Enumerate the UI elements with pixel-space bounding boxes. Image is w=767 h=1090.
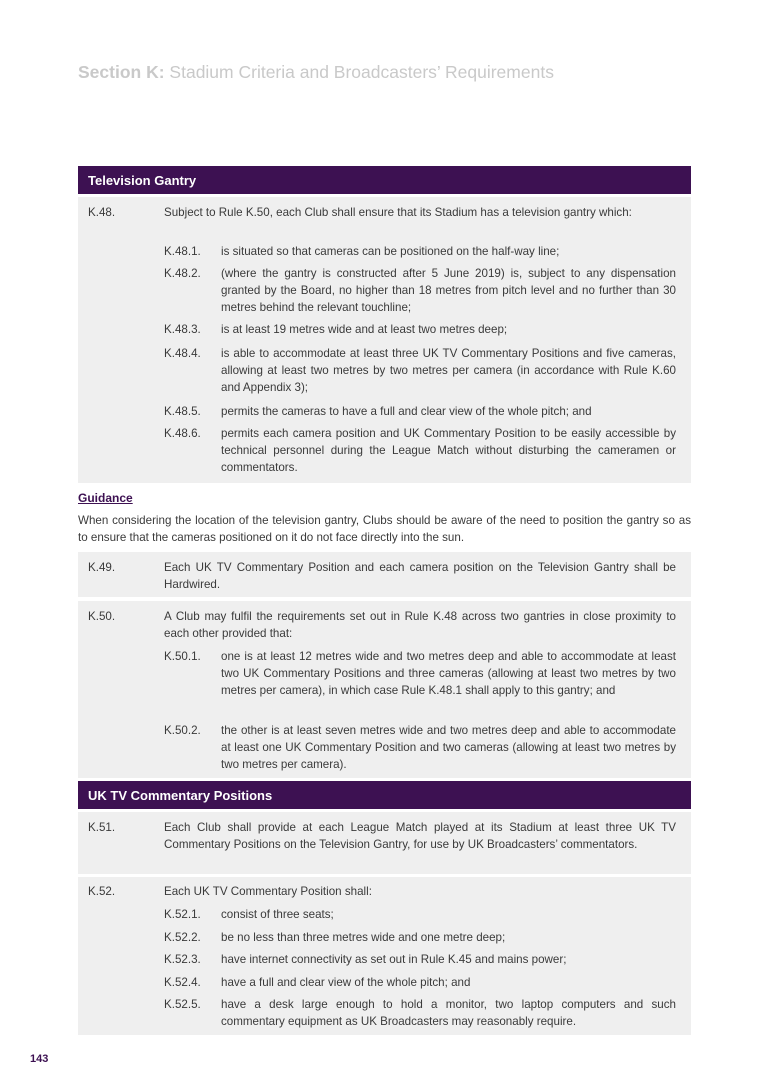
sub-rule-text: permits the cameras to have a full and clear view of the whole pitch; and	[221, 405, 592, 418]
rule-text: Each UK TV Commentary Position and each camera position on the Television Gantry shall be Hardwired.	[164, 561, 676, 591]
rule-id: K.48.	[88, 206, 116, 219]
section-title: Stadium Criteria and Broadcasters’ Requirements	[169, 62, 554, 82]
sub-rule-id: K.48.4.	[164, 347, 201, 360]
sub-rule-id: K.52.2.	[164, 931, 201, 944]
rule-k48	[78, 197, 691, 483]
sub-rule-text: the other is at least seven metres wide and two metres deep and able to accommodate at least one UK Commentary Position and two cameras (allowing at least two metres by two metres per camera).	[221, 724, 676, 771]
sub-rule-id: K.52.3.	[164, 953, 201, 966]
sub-rule-id: K.48.3.	[164, 323, 201, 336]
rule-text: Subject to Rule K.50, each Club shall ensure that its Stadium has a television gantry which:	[164, 206, 632, 219]
sub-rule-id: K.48.2.	[164, 267, 201, 280]
section-header-television-gantry: Television Gantry	[78, 166, 691, 194]
rule-k49	[78, 552, 691, 597]
sub-rule-text: (where the gantry is constructed after 5 June 2019) is, subject to any dispensation granted by the Board, no higher than 18 metres from pitch level and no further than 30 metres behind the relevant touchline;	[221, 267, 676, 314]
sub-rule-text: have internet connectivity as set out in Rule K.45 and mains power;	[221, 953, 567, 966]
sub-rule-id: K.50.2.	[164, 724, 201, 737]
rule-text: A Club may fulfil the requirements set out in Rule K.48 across two gantries in close proximity to each other provided that:	[164, 610, 676, 640]
sub-rule-text: one is at least 12 metres wide and two metres deep and able to accommodate at least two UK Commentary Positions and three cameras (allowing at least two metres by two metres per camera), in which case Rule K.48.1 shall apply to this gantry; and	[221, 650, 676, 697]
sub-rule-id: K.48.1.	[164, 245, 201, 258]
sub-rule-text: have a full and clear view of the whole pitch; and	[221, 976, 471, 989]
sub-rule-id: K.50.1.	[164, 650, 201, 663]
rule-id: K.50.	[88, 610, 116, 623]
sub-rule-text: permits each camera position and UK Commentary Position to be easily accessible by technical personnel during the League Match without disturbing the cameramen or commentators.	[221, 427, 676, 474]
rule-id: K.49.	[88, 561, 116, 574]
sub-rule-text: be no less than three metres wide and one metre deep;	[221, 931, 506, 944]
page-number: 143	[30, 1053, 49, 1065]
rule-text: Each Club shall provide at each League Match played at its Stadium at least three UK TV Commentary Positions on the Television Gantry, for use by UK Broadcasters’ commentators.	[164, 821, 676, 851]
section-header-uk-tv-commentary-positions: UK TV Commentary Positions	[78, 781, 691, 809]
rule-text: Each UK TV Commentary Position shall:	[164, 885, 372, 898]
rule-k52	[78, 877, 691, 1035]
guidance-title: Guidance	[78, 491, 133, 505]
sub-rule-id: K.52.4.	[164, 976, 201, 989]
rule-k51	[78, 812, 691, 874]
rule-k50	[78, 601, 691, 778]
sub-rule-text: is situated so that cameras can be positioned on the half-way line;	[221, 245, 560, 258]
sub-rule-text: consist of three seats;	[221, 908, 334, 921]
sub-rule-id: K.52.1.	[164, 908, 201, 921]
sub-rule-text: have a desk large enough to hold a monitor, two laptop computers and such commentary equipment as UK Broadcasters may reasonably require.	[221, 998, 676, 1028]
sub-rule-id: K.52.5.	[164, 998, 201, 1011]
sub-rule-text: is able to accommodate at least three UK TV Commentary Positions and five cameras, allowing at least two metres by two metres per camera (in accordance with Rule K.60 and Appendix 3);	[221, 347, 676, 394]
rule-id: K.52.	[88, 885, 116, 898]
guidance-text: When considering the location of the television gantry, Clubs should be aware of the need to position the gantry so as to ensure that the cameras positioned on it do not face directly into the sun.	[78, 514, 691, 544]
section-label: Section K:	[78, 62, 165, 82]
sub-rule-text: is at least 19 metres wide and at least two metres deep;	[221, 323, 508, 336]
sub-rule-id: K.48.5.	[164, 405, 201, 418]
page-title	[78, 62, 554, 83]
sub-rule-id: K.48.6.	[164, 427, 201, 440]
rule-id: K.51.	[88, 821, 116, 834]
